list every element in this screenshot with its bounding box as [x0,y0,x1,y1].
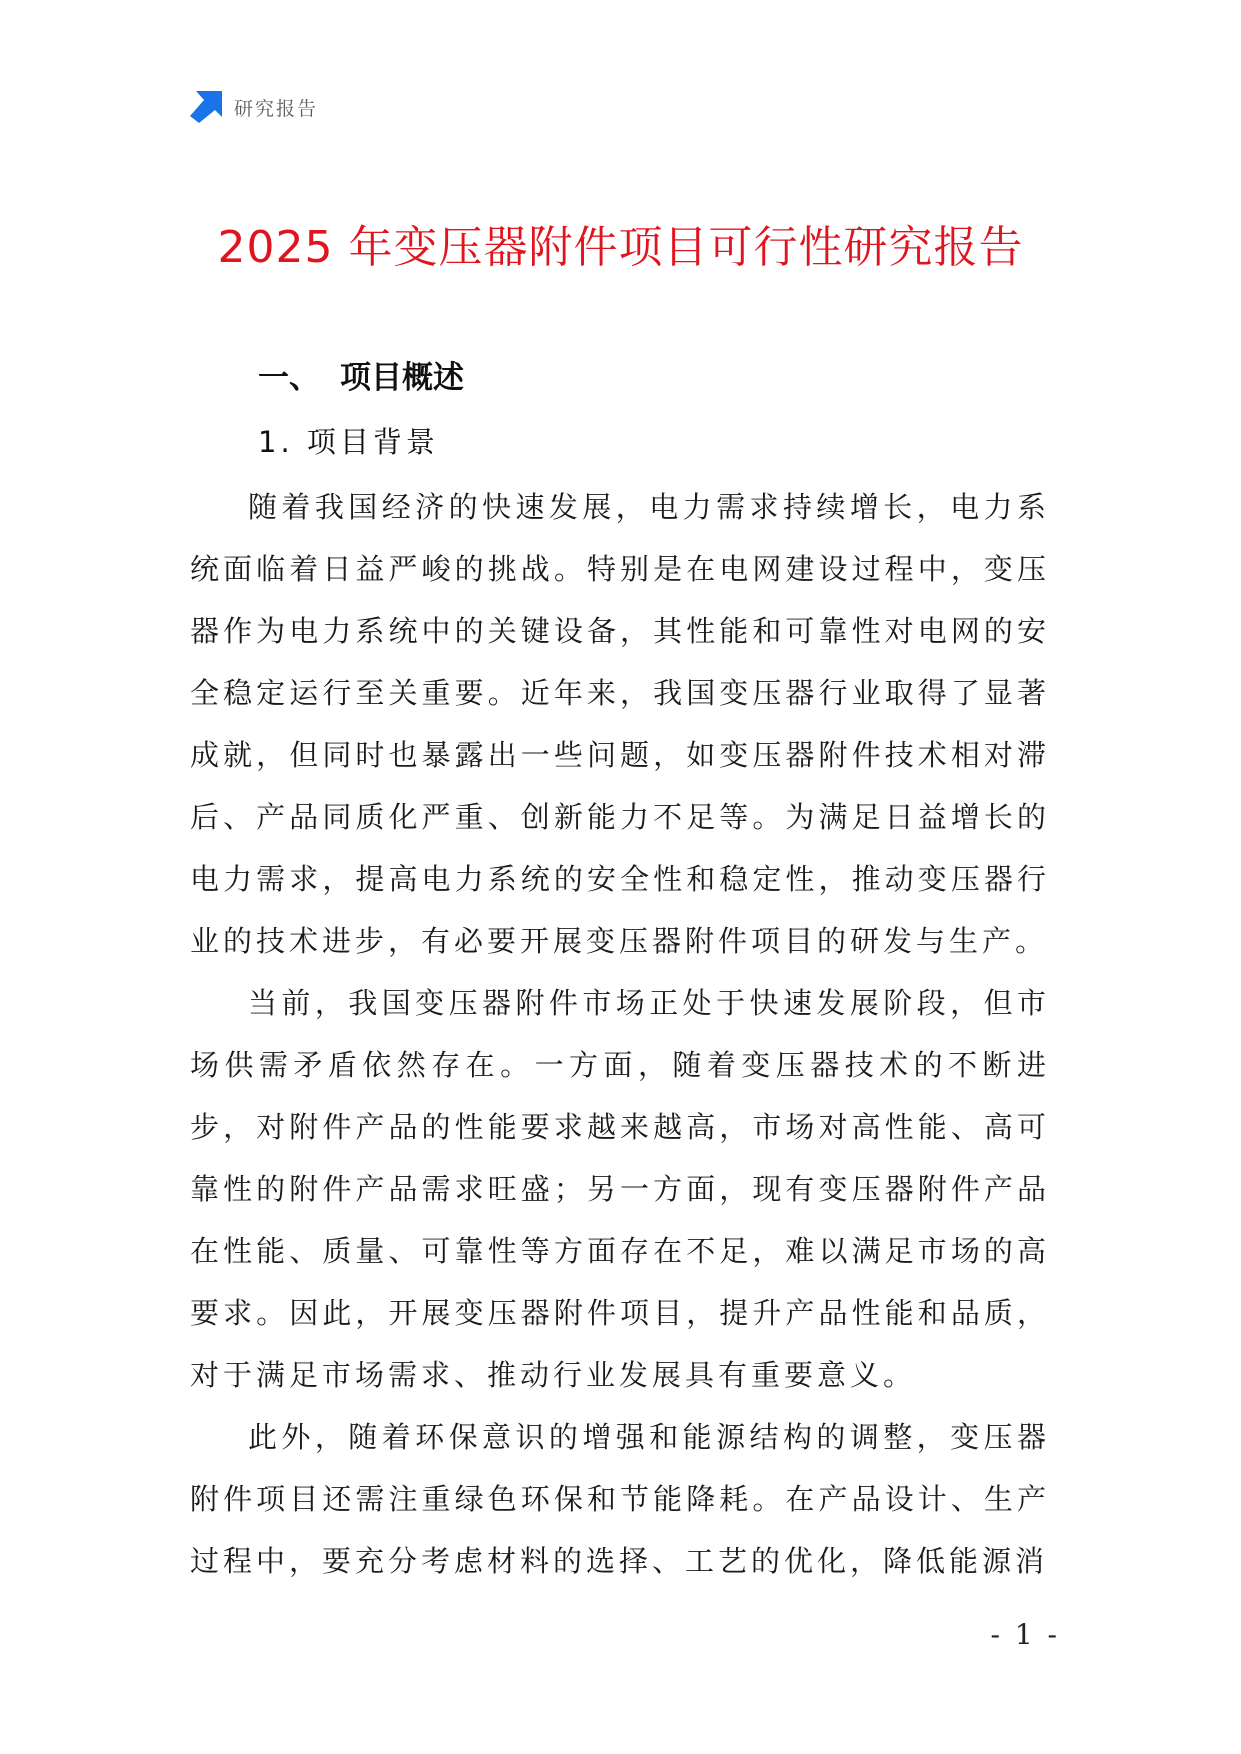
paragraph-1: 随着我国经济的快速发展，电力需求持续增长，电力系统面临着日益严峻的挑战。特别是在电网建设过程中，变压器作为电力系统中的关键设备，其性能和可靠性对电网的安全稳定运行至关重要。近年来，我国变压器行业取得了显著成就，但同时也暴露出一些问题，如变压器附件技术相对滞后、产品同质化严重、创新能力不足等。为满足日益增长的电力需求，提高电力系统的安全性和稳定性，推动变压器行业的技术进步，有必要开展变压器附件项目的研发与生产。 [190,490,1050,958]
page-number: - 1 - [990,1618,1060,1651]
paragraph-3: 此外，随着环保意识的增强和能源结构的调整，变压器附件项目还需注重绿色环保和节能降耗。在产品设计、生产过程中，要充分考虑材料的选择、工艺的优化，降低能源消 [190,1420,1050,1578]
report-header [190,90,318,124]
section-heading [258,356,464,400]
section-title: 项目概述 [340,360,464,396]
section-number: 一、 [258,360,320,396]
paragraph-2: 当前，我国变压器附件市场正处于快速发展阶段，但市场供需矛盾依然存在。一方面，随着变压器技术的不断进步，对附件产品的性能要求越来越高，市场对高性能、高可靠性的附件产品需求旺盛；另一方面，现有变压器附件产品在性能、质量、可靠性等方面存在不足，难以满足市场的高要求。因此，开展变压器附件项目，提升产品性能和品质，对于满足市场需求、推动行业发展具有重要意义。 [190,986,1050,1392]
header-label: 研究报告 [234,97,319,120]
subsection-heading: 1. 项目背景 [258,425,439,459]
arrow-up-right-icon [190,91,222,123]
body-text [190,476,1050,1592]
document-title: 2025 年变压器附件项目可行性研究报告 [217,222,1024,273]
